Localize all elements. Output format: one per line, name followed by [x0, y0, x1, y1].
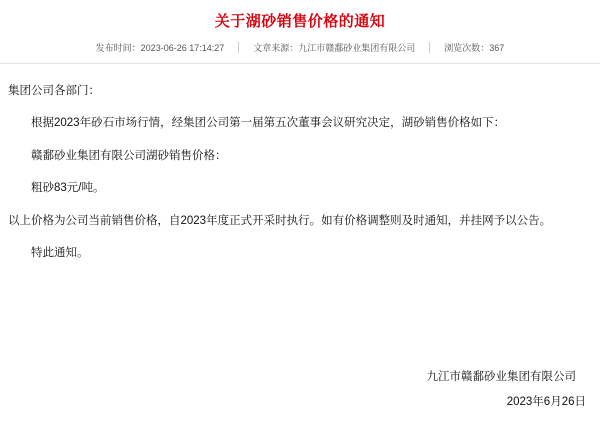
article-source [239, 41, 429, 54]
paragraph-company-price: 赣鄱砂业集团有限公司湖砂销售价格： [31, 149, 227, 162]
header-divider [0, 63, 600, 64]
publish-time-value: 2023-06-26 17:14:27 [140, 43, 225, 53]
paragraph-execution: 以上价格为公司当前销售价格，自2023年度正式开采时执行。如有价格调整则及时通知，并挂网予以公告。 [8, 214, 552, 227]
document-body [0, 80, 600, 265]
document-meta [0, 41, 600, 54]
signature-date: 2023年6月26日 [506, 395, 586, 408]
signature-block [0, 365, 600, 416]
article-source-value: 九江市赣鄱砂业集团有限公司 [298, 43, 416, 53]
signature-organization: 九江市赣鄱砂业集团有限公司 [426, 370, 576, 383]
view-count-value: 367 [489, 43, 505, 53]
publish-time [82, 41, 239, 54]
view-count [430, 41, 518, 54]
article-source-label: 文章来源： [253, 43, 299, 53]
view-count-label: 浏览次数： [444, 43, 490, 53]
page-title: 关于湖砂销售价格的通知 [214, 13, 386, 30]
publish-time-label: 发布时间： [95, 43, 141, 53]
paragraph-decision: 根据2023年砂石市场行情，经集团公司第一届第五次董事会议研究决定，湖砂销售价格如下： [31, 117, 506, 130]
paragraph-closing: 特此通知。 [31, 247, 89, 260]
paragraph-price-value: 粗砂83元/吨。 [31, 182, 105, 195]
paragraph-salutation: 集团公司各部门： [8, 85, 100, 97]
